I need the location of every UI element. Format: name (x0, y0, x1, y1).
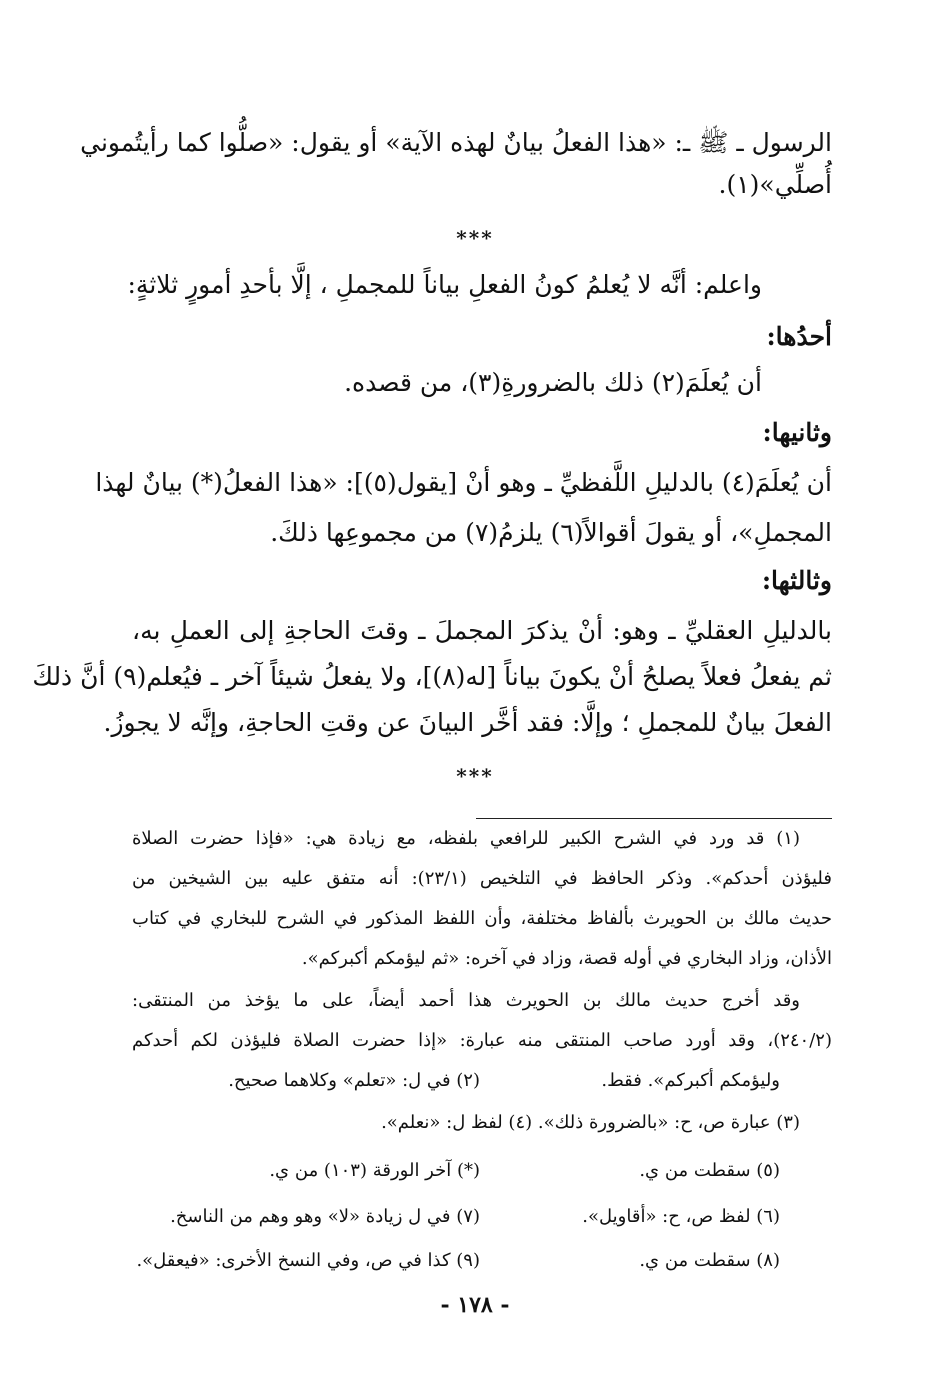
paragraph-line: الفعلَ بيانٌ للمجملِ ؛ وإلَّا: فقد أخَّر البيانَ عن وقتِ الحاجةِ، وإنَّه لا يجوزُ. (103, 708, 832, 737)
footnote-line: وليؤمكم أكبركم». فقط. (601, 1070, 780, 1091)
paragraph-line: أُصلِّي»(١). (718, 170, 832, 199)
footnote-star: (*) آخر الورقة (١٠٣) من ي. (269, 1160, 480, 1181)
paragraph-line: أن يُعلَمَ(٤) بالدليلِ اللَّفظيِّ ـ وهو أنْ [يقول(٥)]: «هذا الفعلُ(*) بيانٌ لهذا (95, 468, 832, 497)
paragraph-line: أن يُعلَمَ(٢) ذلك بالضرورةِ(٣)، من قصده. (344, 368, 762, 397)
section-separator: *** (456, 764, 494, 788)
section-heading: وثالثها: (761, 566, 832, 595)
footnote-8: (٨) سقطت من ي. (639, 1250, 780, 1271)
paragraph-line: بالدليلِ العقليِّ ـ وهو: أنْ يذكرَ المجملَ ـ وقتَ الحاجةِ إلى العملِ به، (132, 616, 832, 645)
section-separator: *** (456, 226, 494, 250)
footnote-6: (٦) لفظ ص، ح: «أقاويل». (582, 1206, 780, 1227)
page-number: - ١٧٨ - (440, 1292, 510, 1318)
paragraph-line: واعلم: أنَّه لا يُعلمُ كونُ الفعلِ بياناً للمجملِ ، إلَّا بأحدِ أمورٍ ثلاثةٍ: (127, 270, 762, 299)
footnote-9: (٩) كذا في ص، وفي النسخ الأخرى: «فيعقل». (136, 1250, 480, 1271)
footnote-5: (٥) سقطت من ي. (639, 1160, 780, 1181)
paragraph-line: الرسول ـ ﷺ ـ: «هذا الفعلُ بيانٌ لهذه الآية» أو يقول: «صلُّوا كما رأيتُموني (80, 128, 832, 157)
footnote-line: الأذان، وزاد البخاري في أوله قصة، وزاد في آخره: «ثم ليؤمكم أكبركم». (301, 948, 832, 969)
paragraph-line: المجملِ»، أو يقولَ أقوالاً(٦) يلزمُ(٧) من مجموعِها ذلكَ. (270, 518, 832, 547)
footnote-2: (٢) في ل: «تعلم» وكلاهما صحيح. (228, 1070, 480, 1091)
footnote-line: (١) قد ورد في الشرح الكبير للرافعي بلفظه، مع زيادة هي: «فإذا حضرت الصلاة (132, 828, 800, 849)
footnote-line: (٢٤٠/٢)، وقد أورد صاحب المنتقى منه عبارة: «إذا حضرت الصلاة فليؤذن لكم أحدكم (132, 1030, 832, 1051)
footnote-line: فليؤذن أحدكم». وذكر الحافظ في التلخيص (٢٣/١): أنه متفق عليه بين الشيخين من (132, 868, 832, 889)
footnote-7: (٧) في ل زيادة «لا» وهو وهم من الناسخ. (170, 1206, 480, 1227)
section-heading: أحدُها: (766, 322, 832, 351)
paragraph-line: ثم يفعلُ فعلاً يصلحُ أنْ يكونَ بياناً [له(٨)]، ولا يفعلُ شيئاً آخر ـ فيُعلم(٩) أنَّ ذلكَ (32, 662, 832, 691)
section-heading: وثانيها: (762, 418, 832, 447)
footnote-rule (476, 818, 832, 819)
footnote-line: حديث مالك بن الحويرث بألفاظ مختلفة، وأن اللفظ المذكور في الشرح للبخاري في كتاب (132, 908, 832, 929)
footnote-line: وقد أخرج حديث مالك بن الحويرث هذا أحمد أيضاً، على ما يؤخذ من المنتقى: (132, 990, 800, 1011)
footnote-3-4: (٣) عبارة ص، ح: «بالضرورة ذلك». (٤) لفظ ل: «نعلم». (381, 1112, 800, 1133)
